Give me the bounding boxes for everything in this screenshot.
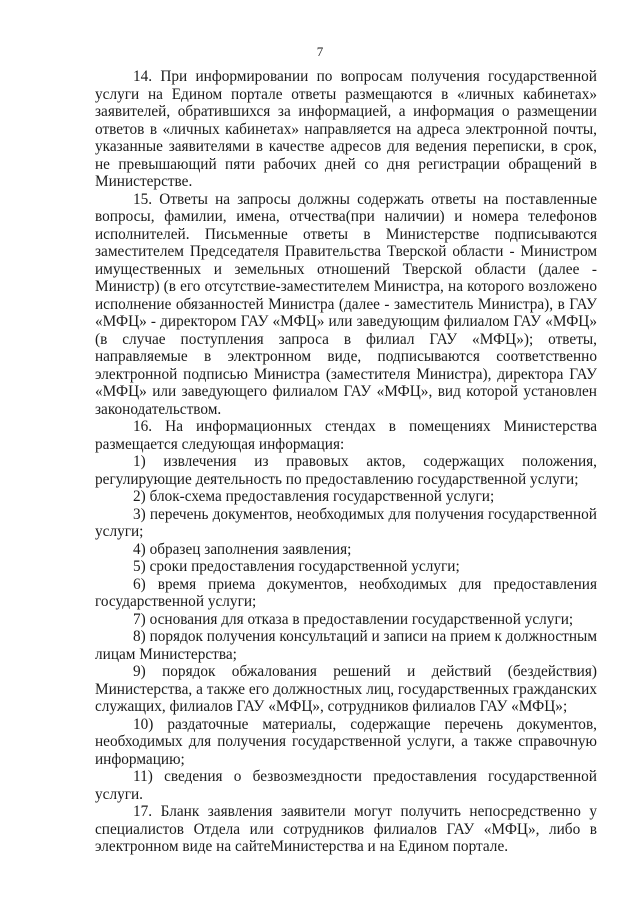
document-body (95, 68, 597, 856)
list-item-4: 4) образец заполнения заявления; (133, 540, 352, 558)
list-item-8: 8) порядок получения консультаций и записи на прием к должностным лицам Министерства; (95, 628, 597, 663)
list-item-3: 3) перечень документов, необходимых для получения государственной услуги; (95, 505, 597, 540)
list-item-9: 9) порядок обжалования решений и действий (бездействия) Министерства, а также его должностных лиц, государственных гражданских служащих, филиалов ГАУ «МФЦ», сотрудников филиалов ГАУ «МФЦ»; (95, 663, 597, 715)
list-item-7: 7) основания для отказа в предоставлении государственной услуги; (133, 610, 574, 628)
list-item-10: 10) раздаточные материалы, содержащие перечень документов, необходимых для получения государственной услуги, а также справочную информацию; (95, 715, 597, 768)
list-item-5: 5) сроки предоставления государственной услуги; (133, 558, 460, 575)
paragraph-17: 17. Бланк заявления заявители могут получить непосредственно у специалистов Отдела или сотрудников филиалов ГАУ «МФЦ», либо в электронном виде на сайтеМинистерства и на Едином портале. (95, 803, 597, 855)
paragraph-16: 16. На информационных стендах в помещениях Министерства размещается следующая информация: (95, 418, 597, 453)
paragraph-15: 15. Ответы на запросы должны содержать ответы на поставленные вопросы, фамилии, имена, отчества(при наличии) и номера телефонов исполнителей. Письменные ответы в Министерстве подписываются заместителем Председателя Правительства Тверской области - Министром имущественных и земельных отношений Тверской области (далее - Министр) (в его отсутствие-заместителем Министра, на которого возложено исполнение обязанностей Министра (далее - заместитель Министра), в ГАУ «МФЦ» - директором ГАУ «МФЦ» или заведующим филиалом ГАУ «МФЦ» (в случае поступления запроса в филиал ГАУ «МФЦ»); ответы, направляемые в электронном виде, подписываются соответственно электронной подписью Министра (заместителя Министра), директора ГАУ «МФЦ» или заведующего филиалом ГАУ «МФЦ», вид которой установлен законодательством. (95, 190, 597, 418)
paragraph-14: 14. При информировании по вопросам получения государственной услуги на Едином портале ответы размещаются в «личных кабинетах» заявителей, обратившихся за информацией, а информация о размещении ответов в «личных кабинетах» направляется на адреса электронной почты, указанные заявителями в качестве адресов для ведения переписки, в срок, не превышающий пяти рабочих дней со дня регистрации обращений в Министерстве. (95, 68, 597, 190)
list-item-11: 11) сведения о безвозмездности предоставления государственной услуги. (95, 768, 597, 803)
list-item-6: 6) время приема документов, необходимых для предоставления государственной услуги; (95, 575, 597, 610)
list-item-1: 1) извлечения из правовых актов, содержащих положения, регулирующие деятельность по предоставлению государственной услуги; (95, 453, 597, 488)
list-item-2: 2) блок-схема предоставления государственной услуги; (133, 488, 495, 505)
page-number: 7 (316, 44, 324, 59)
